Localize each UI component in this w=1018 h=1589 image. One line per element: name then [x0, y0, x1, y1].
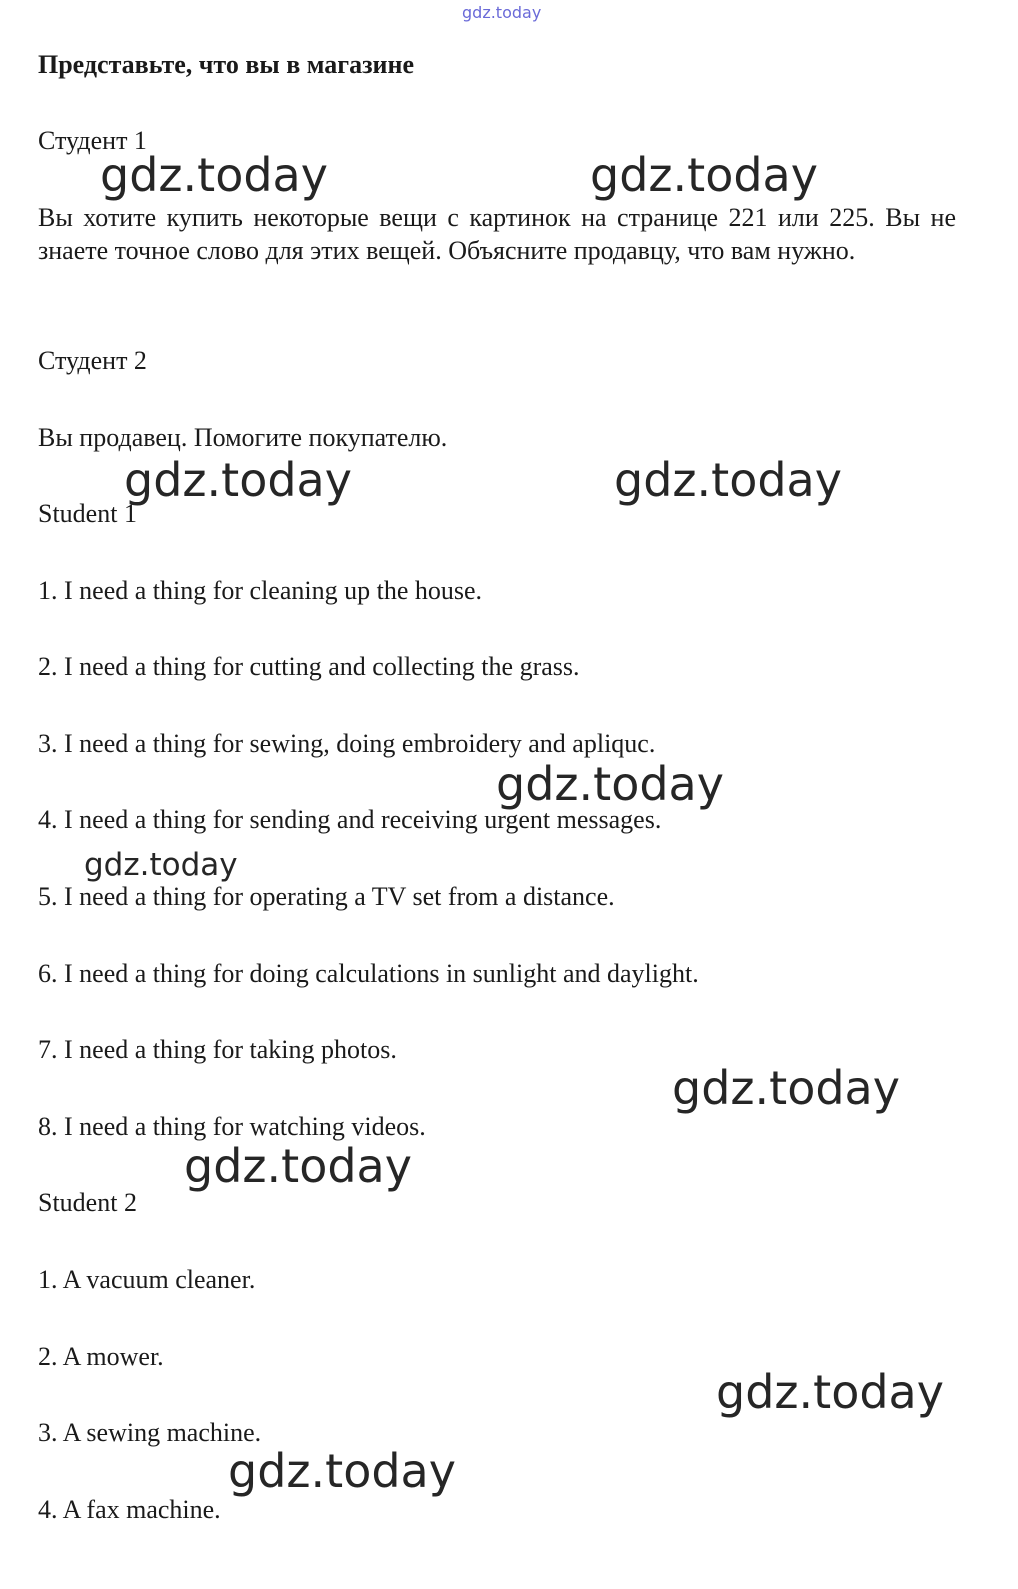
list-item: 4. A fax machine.	[38, 1495, 221, 1524]
student2-ru-heading: Студент 2	[38, 346, 147, 375]
list-item: 5. I need a thing for operating a TV set from a distance.	[38, 882, 615, 911]
student1-ru-heading: Студент 1	[38, 126, 147, 155]
student1-en-heading: Student 1	[38, 499, 137, 528]
header-watermark: gdz.today	[462, 3, 542, 22]
list-item: 2. I need a thing for cutting and collecting the grass.	[38, 652, 580, 681]
watermark: gdz.today	[614, 453, 842, 507]
student2-ru-text: Вы продавец. Помогите покупателю.	[38, 423, 448, 452]
page-title: Представьте, что вы в магазине	[38, 50, 415, 79]
watermark: gdz.today	[496, 757, 724, 811]
list-item: 2. A mower.	[38, 1342, 164, 1371]
watermark: gdz.today	[100, 148, 328, 202]
student1-ru-text: Вы хотите купить некоторые вещи с картинок на странице 221 или 225. Вы не знаете точное слово для этих вещей. Объясните продавцу, что вам нужно.	[38, 203, 956, 265]
watermark: gdz.today	[716, 1365, 944, 1419]
list-item: 8. I need a thing for watching videos.	[38, 1112, 426, 1141]
list-item: 4. I need a thing for sending and receiving urgent messages.	[38, 805, 662, 834]
list-item: 1. A vacuum cleaner.	[38, 1265, 256, 1294]
watermark: gdz.today	[228, 1444, 456, 1498]
student2-en-heading: Student 2	[38, 1188, 137, 1217]
list-item: 1. I need a thing for cleaning up the house.	[38, 576, 483, 605]
watermark: gdz.today	[590, 148, 818, 202]
watermark: gdz.today	[124, 453, 352, 507]
watermark: gdz.today	[184, 1139, 412, 1193]
list-item: 6. I need a thing for doing calculations in sunlight and daylight.	[38, 959, 699, 988]
watermark: gdz.today	[84, 847, 238, 883]
watermark: gdz.today	[672, 1061, 900, 1115]
list-item: 3. I need a thing for sewing, doing embroidery and apliquc.	[38, 729, 656, 758]
list-item: 3. A sewing machine.	[38, 1418, 262, 1447]
list-item: 7. I need a thing for taking photos.	[38, 1035, 397, 1064]
